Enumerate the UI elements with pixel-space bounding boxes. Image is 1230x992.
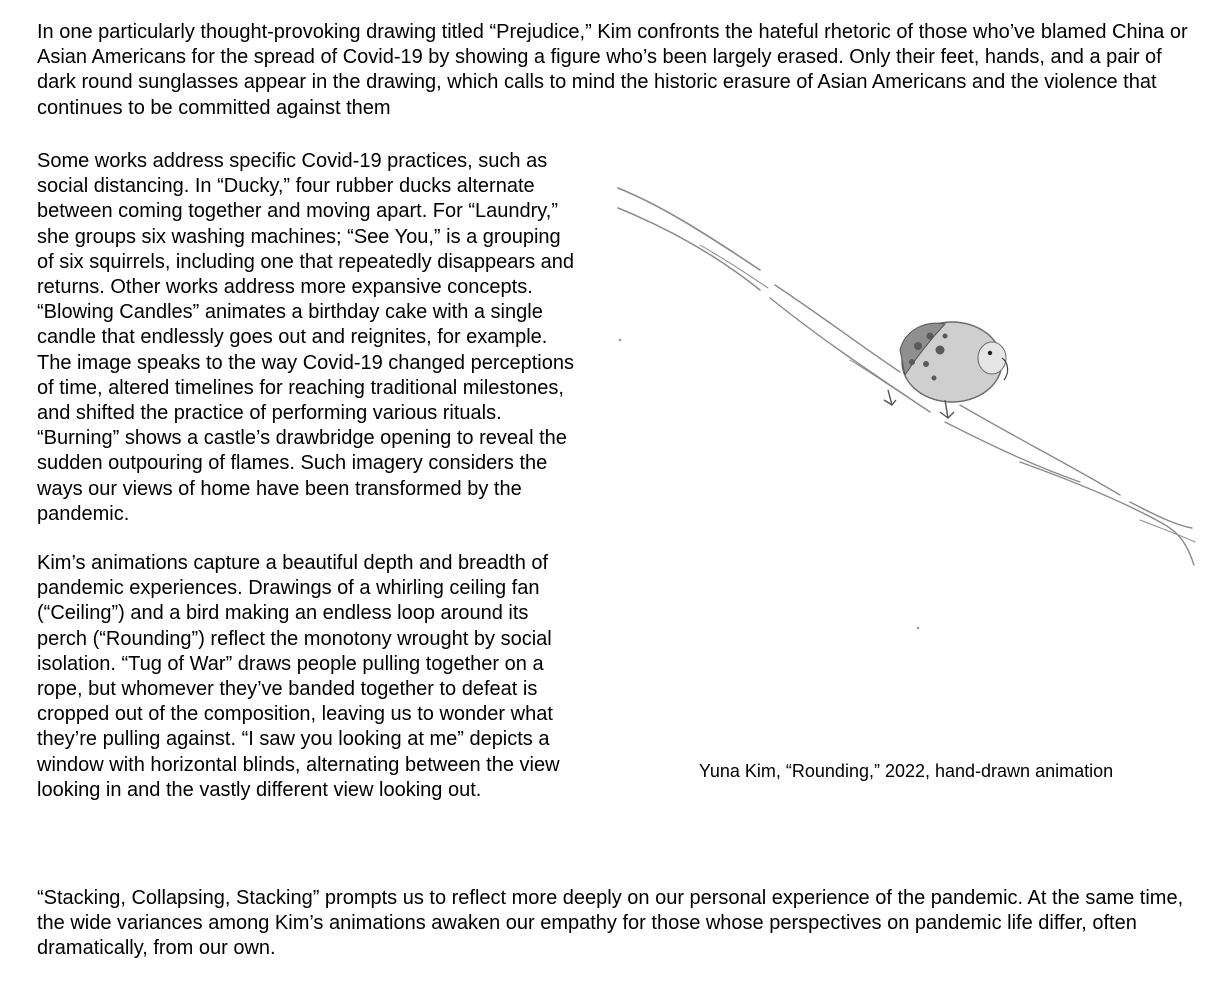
body-paragraph-social-distancing: Some works address specific Covid-19 practices, such as social distancing. In “Ducky,” four rubber ducks alternate between coming together and moving apart. For “Laundry,” she groups six washing machines; “See You,” is a grouping of six squirrels, including one that repeatedly disappears and returns. Other works address more expansive concepts. “Blowing Candles” animates a birthday cake with a single candle that endlessly goes out and reignites, for example. The image speaks to the way Covid-19 changed perceptions of time, altered timelines for reaching traditional milestones, and shifted the practice of performing various rituals. “Burning” shows a castle’s drawbridge opening to reveal the sudden outpouring of flames. Such imagery considers the ways our views of home have been transformed by the pandemic. [37,150,574,525]
intro-paragraph: In one particularly thought-provoking drawing titled “Prejudice,” Kim confronts the hateful rhetoric of those who’ve blamed China or Asian Americans for the spread of Covid-19 by showing a figure who’s been largely erased. Only their feet, hands, and a pair of dark round sunglasses appear in the drawing, which calls to mind the historic erasure of Asian Americans and the violence that continues to be committed against them [37,21,1188,119]
artwork-figure [600,150,1200,730]
bird-drawing [884,322,1008,418]
figure-caption: Yuna Kim, “Rounding,” 2022, hand-drawn animation [698,761,1114,781]
closing-paragraph: “Stacking, Collapsing, Stacking” prompts us to reflect more deeply on our personal experience of the pandemic. At the same time, the wide variances among Kim’s animations awaken our empathy for those whose perspectives on pandemic life differ, often dramatically, from our own. [37,887,1184,960]
left-text-column [37,149,582,803]
bird-on-branch-drawing [600,150,1200,730]
body-paragraph-animations: Kim’s animations capture a beautiful depth and breadth of pandemic experiences. Drawings of a whirling ceiling fan (“Ceiling”) and a bird making an endless loop around its perch (“Rounding”) reflect the monotony wrought by social isolation. “Tug of War” draws people pulling together on a rope, but whomever they’ve banded together to defeat is cropped out of the composition, leaving us to wonder what they’re pulling against. “I saw you looking at me” depicts a window with horizontal blinds, alternating between the view looking in and the vastly different view looking out. [37,552,560,801]
